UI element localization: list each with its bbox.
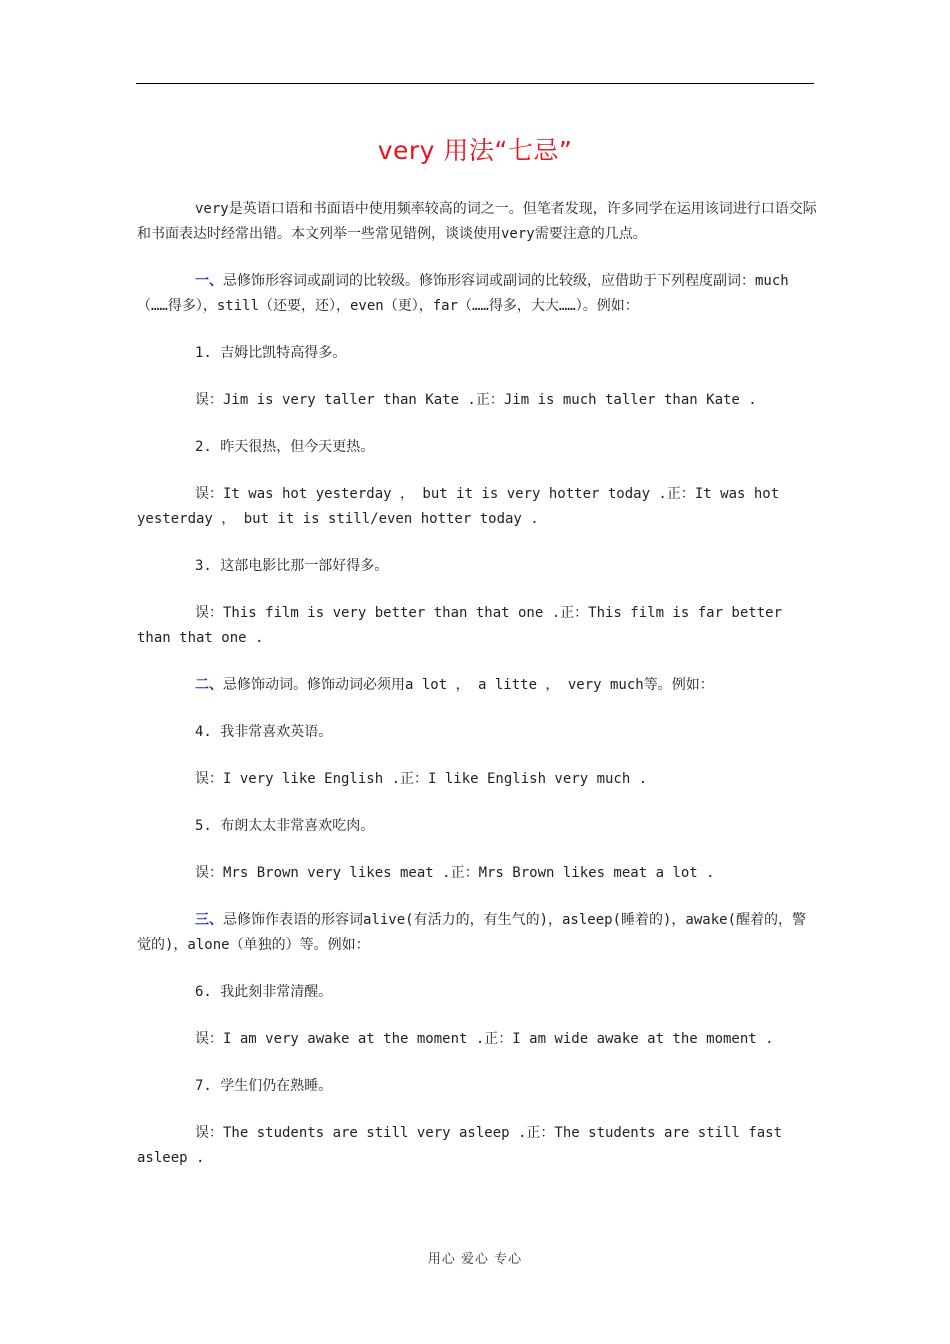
example-2-chinese: 2. 昨天很热，但今天更热。 bbox=[195, 439, 375, 455]
document-title: very 用法“七忌” bbox=[377, 136, 573, 165]
section-text: 忌修饰形容词或副词的比较级。修饰形容词或副词的比较级，应借助于下列程度副词：much（……得多），still（还要，还），even（更），far（……得多，大大……）。例如： bbox=[137, 273, 789, 314]
example-4-correction: 误：I very like English .正：I like English very much . bbox=[195, 771, 648, 787]
example-6-chinese: 6. 我此刻非常清醒。 bbox=[195, 984, 333, 1000]
section-2-heading bbox=[137, 673, 817, 698]
example-1-chinese: 1. 吉姆比凯特高得多。 bbox=[195, 345, 347, 361]
section-3-heading bbox=[137, 908, 817, 958]
example-5-chinese: 5. 布朗太太非常喜欢吃肉。 bbox=[195, 818, 375, 834]
document-body bbox=[137, 197, 817, 1193]
section-number: 三、 bbox=[195, 912, 223, 928]
example-3-correction: 误：This film is very better than that one .正：This film is far better than that one . bbox=[137, 605, 783, 646]
intro-paragraph: very是英语口语和书面语中使用频率较高的词之一。但笔者发现，许多同学在运用该词进行口语交际和书面表达时经常出错。本文列举一些常见错例，谈谈使用very需要注意的几点。 bbox=[137, 201, 817, 242]
section-number: 一、 bbox=[195, 273, 223, 289]
example-7-chinese: 7. 学生们仍在熟睡。 bbox=[195, 1078, 333, 1094]
section-number: 二、 bbox=[195, 677, 223, 693]
example-7-correction: 误：The students are still very asleep .正：The students are still fast asleep . bbox=[137, 1125, 783, 1166]
page-footer: 用心 爱心 专心 bbox=[427, 1252, 523, 1267]
example-5-correction: 误：Mrs Brown very likes meat .正：Mrs Brown likes meat a lot . bbox=[195, 865, 715, 881]
example-6-correction: 误：I am very awake at the moment .正：I am wide awake at the moment . bbox=[195, 1031, 774, 1047]
example-3-chinese: 3. 这部电影比那一部好得多。 bbox=[195, 558, 389, 574]
header-rule bbox=[136, 83, 814, 84]
example-4-chinese: 4. 我非常喜欢英语。 bbox=[195, 724, 333, 740]
section-1-heading bbox=[137, 269, 817, 319]
section-text: 忌修饰作表语的形容词alive(有活力的，有生气的)，asleep(睡着的)，awake(醒着的，警觉的)，alone（单独的）等。例如： bbox=[137, 912, 807, 953]
section-text: 忌修饰动词。修饰动词必须用a lot ， a litte ， very much等。例如： bbox=[223, 677, 714, 693]
example-2-correction: 误：It was hot yesterday ， but it is very hotter today .正：It was hot yesterday ， but it is still/even hotter today . bbox=[137, 486, 780, 527]
example-1-correction: 误：Jim is very taller than Kate .正：Jim is much taller than Kate . bbox=[195, 392, 757, 408]
